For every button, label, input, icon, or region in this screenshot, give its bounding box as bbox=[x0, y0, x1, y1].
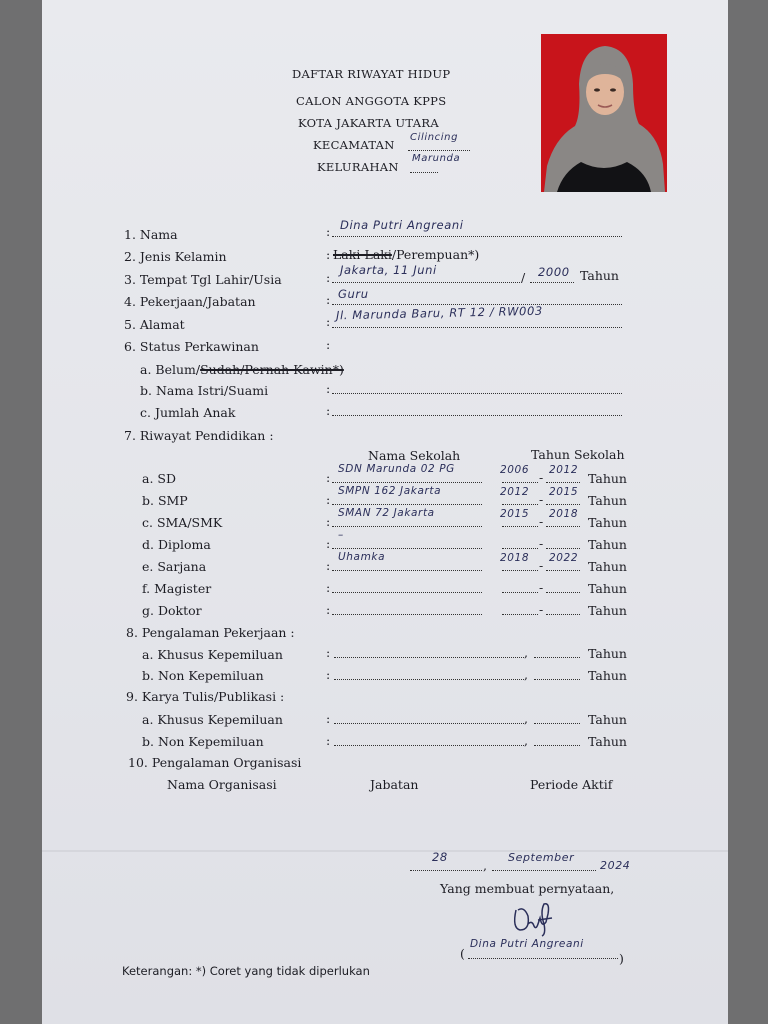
karya-b-unit: Tahun bbox=[588, 734, 627, 749]
col-jabatan: Jabatan bbox=[370, 777, 419, 792]
edu-school: SMPN 162 Jakarta bbox=[338, 485, 442, 497]
nama-label: 1. Nama bbox=[124, 227, 178, 242]
ttl-year: 2000 bbox=[538, 265, 570, 279]
edu-from: 2006 bbox=[500, 464, 530, 476]
open-paren: ( bbox=[460, 946, 465, 961]
edu-label: a. SD bbox=[142, 471, 176, 486]
edu-unit: Tahun bbox=[588, 537, 627, 552]
edu-label: e. Sarjana bbox=[142, 559, 207, 574]
edu-to: 2015 bbox=[549, 486, 579, 498]
edu-to: 2012 bbox=[549, 464, 579, 476]
edu-school: Uhamka bbox=[338, 551, 386, 563]
edu-unit: Tahun bbox=[588, 603, 627, 618]
ttl-unit: Tahun bbox=[580, 268, 619, 283]
title-line-3: KOTA JAKARTA UTARA bbox=[298, 116, 439, 130]
pekerjaan-a-unit: Tahun bbox=[588, 646, 627, 661]
belum-label: a. Belum/Sudah/Pernah Kawin*) bbox=[140, 362, 344, 377]
title-line-2: CALON ANGGOTA KPPS bbox=[296, 94, 447, 108]
edu-label: b. SMP bbox=[142, 493, 188, 508]
col-nama-sekolah: Nama Sekolah bbox=[368, 448, 461, 463]
karya-a-unit: Tahun bbox=[588, 712, 627, 727]
close-paren: ) bbox=[619, 951, 624, 966]
edu-unit: Tahun bbox=[588, 471, 627, 486]
kelurahan-label: KELURAHAN bbox=[317, 160, 399, 174]
title-line-1: DAFTAR RIWAYAT HIDUP bbox=[292, 67, 451, 81]
pekerjaan-a-label: a. Khusus Kepemiluan bbox=[142, 647, 283, 662]
anak-label: c. Jumlah Anak bbox=[140, 405, 236, 420]
sign-day: 28 bbox=[432, 850, 448, 864]
sign-year: 2024 bbox=[600, 859, 631, 872]
sign-name: Dina Putri Angreani bbox=[470, 938, 584, 950]
jenis-kelamin-label: 2. Jenis Kelamin bbox=[124, 249, 227, 264]
statement-text: Yang membuat pernyataan, bbox=[440, 881, 615, 896]
pekerjaan-label: 4. Pekerjaan/Jabatan bbox=[124, 294, 256, 309]
karya-b-label: b. Non Kepemiluan bbox=[142, 734, 264, 749]
ttl-value: Jakarta, 11 Juni bbox=[340, 263, 437, 277]
edu-to: 2022 bbox=[549, 552, 579, 564]
edu-school: SMAN 72 Jakarta bbox=[338, 507, 435, 519]
karya-title: 9. Karya Tulis/Publikasi : bbox=[126, 689, 285, 704]
edu-unit: Tahun bbox=[588, 515, 627, 530]
edu-label: d. Diploma bbox=[142, 537, 211, 552]
edu-from: 2015 bbox=[500, 508, 530, 520]
alamat-value: Jl. Marunda Baru, RT 12 / RW003 bbox=[335, 303, 543, 323]
pekerjaan-title: 8. Pengalaman Pekerjaan : bbox=[126, 625, 295, 640]
status-label: 6. Status Perkawinan bbox=[124, 339, 259, 354]
edu-label: c. SMA/SMK bbox=[142, 515, 223, 530]
edu-unit: Tahun bbox=[588, 581, 627, 596]
applicant-photo bbox=[541, 34, 667, 192]
karya-a-label: a. Khusus Kepemiluan bbox=[142, 712, 283, 727]
col-periode: Periode Aktif bbox=[530, 777, 613, 792]
col-tahun-sekolah: Tahun Sekolah bbox=[531, 447, 625, 462]
nama-value: Dina Putri Angreani bbox=[340, 218, 464, 232]
sign-month: September bbox=[508, 851, 575, 864]
pekerjaan-value: Guru bbox=[338, 287, 369, 301]
edu-to: 2018 bbox=[549, 508, 579, 520]
pekerjaan-b-label: b. Non Kepemiluan bbox=[142, 668, 264, 683]
edu-from: 2012 bbox=[500, 486, 530, 498]
kecamatan-value: Cilincing bbox=[410, 132, 459, 143]
alamat-label: 5. Alamat bbox=[124, 317, 185, 332]
footer-note: Keterangan: *) Coret yang tidak diperlukan bbox=[122, 964, 370, 978]
handwritten-signature bbox=[508, 898, 558, 940]
organisasi-title: 10. Pengalaman Organisasi bbox=[128, 755, 302, 770]
kecamatan-label: KECAMATAN bbox=[313, 138, 395, 152]
paper-fold-line bbox=[42, 850, 728, 852]
pekerjaan-b-unit: Tahun bbox=[588, 668, 627, 683]
edu-label: g. Doktor bbox=[142, 603, 202, 618]
ttl-label: 3. Tempat Tgl Lahir/Usia bbox=[124, 272, 282, 287]
jenis-kelamin-value: Laki-Laki/Perempuan*) bbox=[333, 247, 480, 262]
edu-school: – bbox=[338, 529, 344, 541]
kelurahan-value: Marunda bbox=[412, 153, 461, 164]
edu-label: f. Magister bbox=[142, 581, 212, 596]
edu-unit: Tahun bbox=[588, 559, 627, 574]
edu-school: SDN Marunda 02 PG bbox=[338, 463, 455, 475]
pendidikan-title: 7. Riwayat Pendidikan : bbox=[124, 428, 274, 443]
edu-unit: Tahun bbox=[588, 493, 627, 508]
portrait-image bbox=[541, 34, 667, 192]
col-nama-organisasi: Nama Organisasi bbox=[167, 777, 277, 792]
istri-label: b. Nama Istri/Suami bbox=[140, 383, 269, 398]
edu-from: 2018 bbox=[500, 552, 530, 564]
